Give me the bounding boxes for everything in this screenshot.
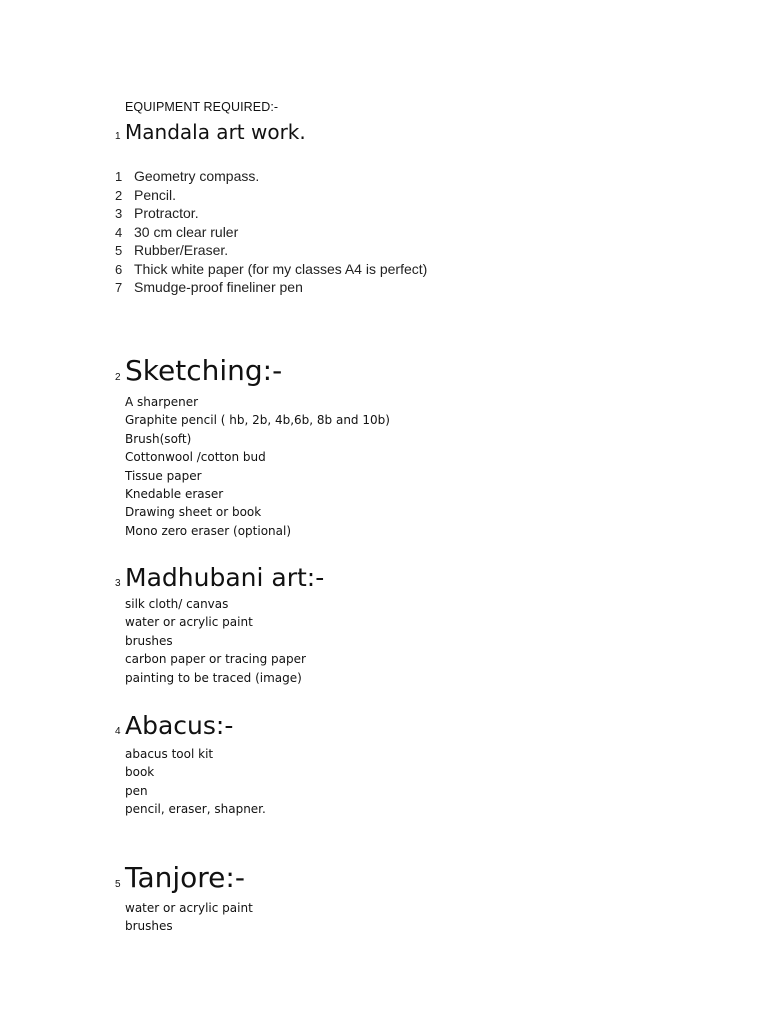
list-item: brushes	[125, 633, 173, 648]
list-item: Knedable eraser	[125, 486, 224, 501]
list-item: 1 Geometry compass.	[115, 168, 260, 184]
list-item: abacus tool kit	[125, 747, 214, 761]
section-number: 2	[115, 372, 121, 383]
list-item: pencil, eraser, shapner.	[125, 802, 266, 817]
list-item: A sharpener	[125, 395, 199, 409]
section-heading-sketching	[115, 354, 282, 387]
list-item: Graphite pencil ( hb, 2b, 4b,6b, 8b and 10b)	[125, 413, 390, 428]
tanjore-equipment-list	[125, 899, 253, 936]
document-title: EQUIPMENT REQUIRED:-	[125, 100, 279, 114]
sketching-equipment-list	[125, 393, 390, 540]
list-item: 2 Pencil.	[115, 186, 177, 203]
section-number: 3	[115, 578, 121, 589]
list-item: 6 Thick white paper (for my classes A4 is perfect)	[115, 260, 428, 277]
list-item: Tissue paper	[125, 468, 202, 483]
section-heading-madhubani	[115, 563, 324, 593]
list-item: Mono zero eraser (optional)	[125, 523, 292, 538]
mandala-equipment-list	[115, 167, 427, 297]
list-item: water or acrylic paint	[125, 901, 253, 915]
list-item: 7 Smudge-proof fineliner pen	[115, 279, 303, 295]
section-number: 1	[115, 131, 121, 142]
section-title: Sketching:-	[125, 354, 283, 387]
list-item: 5 Rubber/Eraser.	[115, 242, 229, 258]
section-title: Mandala art work.	[125, 120, 306, 144]
section-heading-abacus	[115, 711, 233, 741]
abacus-equipment-list	[125, 745, 266, 819]
section-title: Abacus:-	[125, 711, 234, 740]
list-item: 3 Protractor.	[115, 205, 199, 221]
section-title: Madhubani art:-	[125, 563, 325, 592]
section-title: Tanjore:-	[125, 861, 245, 894]
list-item: pen	[125, 783, 148, 798]
section-heading-tanjore	[115, 861, 245, 894]
list-item: water or acrylic paint	[125, 615, 253, 630]
section-number: 5	[115, 879, 121, 890]
list-item: silk cloth/ canvas	[125, 597, 229, 611]
list-item: Cottonwool /cotton bud	[125, 450, 266, 465]
list-item: carbon paper or tracing paper	[125, 652, 306, 667]
madhubani-equipment-list	[125, 595, 306, 687]
section-number: 4	[115, 726, 121, 737]
section-heading-mandala	[115, 120, 306, 145]
list-item: book	[125, 765, 155, 780]
list-item: Brush(soft)	[125, 431, 192, 446]
list-item: Drawing sheet or book	[125, 505, 262, 520]
list-item: painting to be traced (image)	[125, 670, 302, 685]
list-item: brushes	[125, 919, 173, 934]
list-item: 4 30 cm clear ruler	[115, 223, 239, 240]
